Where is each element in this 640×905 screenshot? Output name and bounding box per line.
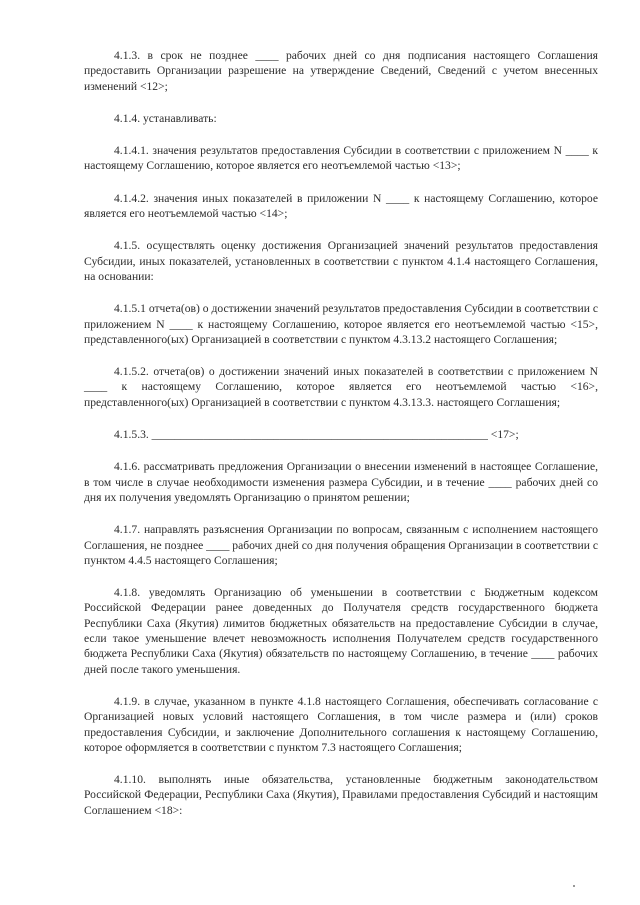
paragraph-4-1-5-2: 4.1.5.2. отчета(ов) о достижении значений иных показателей в соответствии с приложением N ____ к настоящему Соглашению, которое является его неотъемлемой частью <16>, представленного(ых) Организацией в соответствии с пунктом 4.3.13.3. настоящего Соглашения; — [84, 365, 598, 409]
paragraph-4-1-4-1: 4.1.4.1. значения результатов предоставления Субсидии в соответствии с приложением N ____ к настоящему Соглашению, которое является его неотъемлемой частью <13>; — [84, 144, 598, 173]
paragraph-4-1-9: 4.1.9. в случае, указанном в пункте 4.1.8 настоящего Соглашения, обеспечивать согласование с Организацией новых условий настоящего Соглашения, в том числе размера и (или) сроков предоставления Субсидии, и заключение Дополнительного соглашения к настоящему Соглашению, которое оформляется в соответствии с пунктом 7.3 настоящего Соглашения; — [84, 694, 598, 754]
document-page — [84, 48, 598, 835]
paragraph-4-1-7: 4.1.7. направлять разъяснения Организации по вопросам, связанным с исполнением настоящего Соглашения, не позднее ____ рабочих дней со дня получения обращения Организации в соответствии с пунктом 4.4.5 настоящего Соглашения; — [84, 523, 598, 567]
paragraph-4-1-8: 4.1.8. уведомлять Организацию об уменьшении в соответствии с Бюджетным кодексом Российской Федерации ранее доведенных до Получателя средств государственного бюджета Республики Саха (Якутия) лимитов бюджетных обязательств на предоставление Субсидии в случае, если такое уменьшение влечет невозможность исполнения Получателем средств государственного бюджета Республики Саха (Якутия) обязательств по настоящему Соглашению, в течение ____ рабочих дней после такого уменьшения. — [84, 586, 598, 676]
paragraph-4-1-4-2: 4.1.4.2. значения иных показателей в приложении N ____ к настоящему Соглашению, которое является его неотъемлемой частью <14>; — [84, 191, 598, 221]
paragraph-4-1-5-3: 4.1.5.3. __________________________________________________________ <17>; — [114, 428, 519, 442]
paragraph-4-1-5: 4.1.5. осуществлять оценку достижения Организацией значений результатов предоставления Субсидии, иных показателей, установленных в соответствии с пунктом 4.1.4 настоящего Соглашения, на основании: — [84, 239, 598, 283]
paragraph-4-1-3: 4.1.3. в срок не позднее ____ рабочих дней со дня подписания настоящего Соглашения предоставить Организации разрешение на утверждение Сведений, Сведений с учетом внесенных изменений <12>; — [84, 49, 598, 93]
page-speck — [573, 885, 575, 887]
paragraph-4-1-6: 4.1.6. рассматривать предложения Организации о внесении изменений в настоящее Соглашение, в том числе в случае необходимости изменения размера Субсидии, и в течение ____ рабочих дней со дня их получения уведомлять Организацию о принятом решении; — [84, 460, 598, 504]
paragraph-4-1-5-1: 4.1.5.1 отчета(ов) о достижении значений результатов предоставления Субсидии в соответствии с приложением N ____ к настоящему Соглашению, которое является его неотъемлемой частью <15>, представленного(ых) Организацией в соответствии с пунктом 4.3.13.2 настоящего Соглашения; — [84, 302, 598, 346]
paragraph-4-1-10: 4.1.10. выполнять иные обязательства, установленные бюджетным законодательством Российской Федерации, Республики Саха (Якутия), Правилами предоставления Субсидий и настоящим Соглашением <18>: — [84, 773, 598, 817]
paragraph-4-1-4: 4.1.4. устанавливать: — [114, 111, 217, 125]
